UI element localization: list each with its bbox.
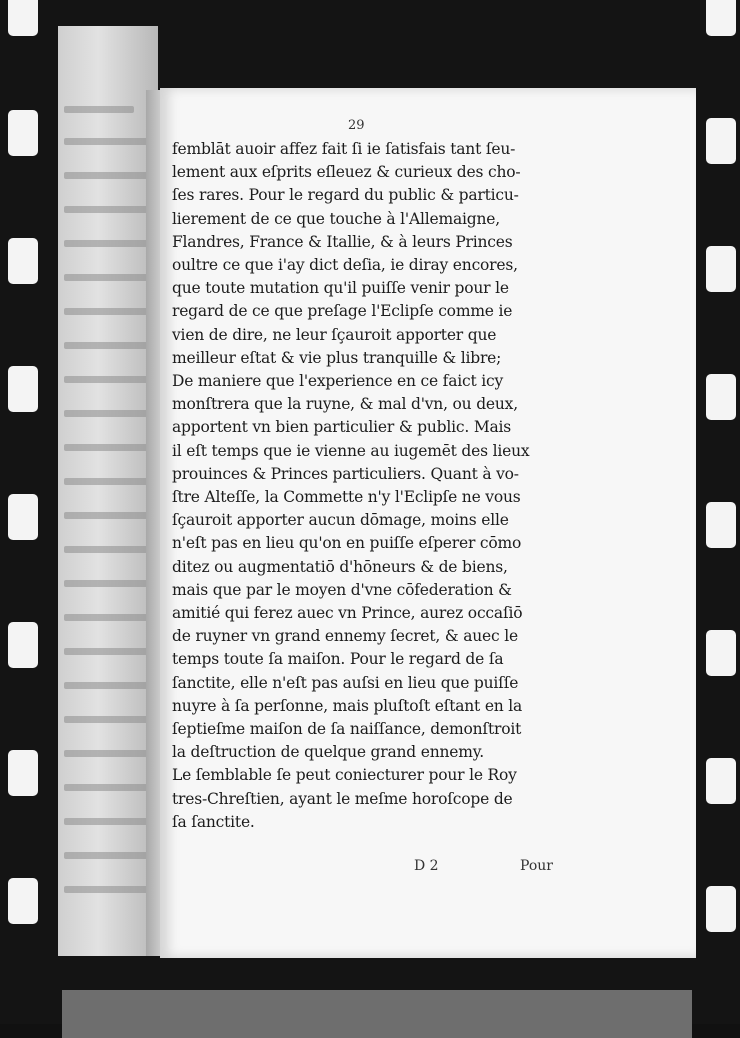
text-line: meilleur eſtat & vie plus tranquille & libre; xyxy=(172,348,502,367)
page-text xyxy=(172,138,572,834)
text-line: que toute mutation qu'il puiſſe venir pour le xyxy=(172,279,509,298)
sprocket-hole xyxy=(706,502,736,548)
sprocket-hole xyxy=(706,246,736,292)
sprocket-hole xyxy=(8,366,38,412)
text-line: amitié qui ferez auec vn Prince, aurez occaſiō xyxy=(172,604,523,623)
text-line: ſeptieſme maiſon de ſa naiſſance, demonſtroit xyxy=(172,720,522,739)
ghost-text-line xyxy=(64,106,134,113)
ghost-text-line xyxy=(64,512,154,519)
ghost-text-line xyxy=(64,274,154,281)
text-line: tres-Chreſtien, ayant le meſme horoſcope de xyxy=(172,789,513,808)
sprocket-hole xyxy=(706,118,736,164)
text-line: ſa ſanctite. xyxy=(172,812,255,831)
ghost-text-line xyxy=(64,682,154,689)
sprocket-hole xyxy=(706,0,736,36)
ghost-text-line xyxy=(64,886,154,893)
signature-mark: D 2 xyxy=(414,858,439,874)
ghost-text-line xyxy=(64,818,154,825)
ghost-text-line xyxy=(64,614,154,621)
next-frame-edge xyxy=(62,990,692,1038)
text-line: apportent vn bien particulier & public. Mais xyxy=(172,418,512,437)
ghost-text-line xyxy=(64,852,154,859)
sprocket-hole xyxy=(8,878,38,924)
text-line: n'eſt pas en lieu qu'on en puiſſe eſperer cōmo xyxy=(172,534,522,553)
text-line: Flandres, France & Itallie, & à leurs Princes xyxy=(172,232,513,251)
text-line: Le ſemblable ſe peut coniecturer pour le Roy xyxy=(172,766,517,785)
text-line: monſtrera que la ruyne, & mal d'vn, ou deux, xyxy=(172,395,518,414)
text-line: ſtre Alteſſe, la Commette n'y l'Eclipſe ne vous xyxy=(172,488,521,507)
text-line: ſçauroit apporter aucun dōmage, moins elle xyxy=(172,511,509,530)
sprocket-hole xyxy=(706,374,736,420)
ghost-text-line xyxy=(64,308,154,315)
text-line: ditez ou augmentatiō d'hōneurs & de biens, xyxy=(172,557,508,576)
sprocket-hole xyxy=(8,622,38,668)
sprocket-hole xyxy=(706,630,736,676)
text-line: lement aux eſprits eſleuez & curieux des cho- xyxy=(172,163,521,182)
ghost-text-line xyxy=(64,206,154,213)
ghost-text-line xyxy=(64,478,154,485)
sprocket-hole xyxy=(706,758,736,804)
ghost-text-line xyxy=(64,648,154,655)
page-number: 29 xyxy=(348,118,365,133)
text-line: vien de dire, ne leur ſçauroit apporter que xyxy=(172,325,497,344)
ghost-text-line xyxy=(64,580,154,587)
ghost-text-line xyxy=(64,410,154,417)
text-line: de ruyner vn grand ennemy ſecret, & auec le xyxy=(172,627,518,646)
ghost-text-line xyxy=(64,784,154,791)
sprocket-hole xyxy=(8,110,38,156)
text-line: prouinces & Princes particuliers. Quant à vo- xyxy=(172,464,519,483)
ghost-text-line xyxy=(64,716,154,723)
text-line: De maniere que l'experience en ce faict icy xyxy=(172,372,504,391)
text-line: ſes rares. Pour le regard du public & particu- xyxy=(172,186,519,205)
text-line: oultre ce que i'ay dict deſia, ie diray encores, xyxy=(172,256,518,275)
text-line: femblāt auoir affez fait ſi ie ſatisfais tant ſeu- xyxy=(172,140,516,158)
catchword: Pour xyxy=(520,858,553,874)
sprocket-hole xyxy=(706,886,736,932)
ghost-text-line xyxy=(64,240,154,247)
text-line: ſanctite, elle n'eſt pas auſsi en lieu que puiſſe xyxy=(172,673,519,692)
ghost-text-line xyxy=(64,376,154,383)
text-line: temps toute ſa maiſon. Pour le regard de ſa xyxy=(172,650,504,669)
ghost-text-line xyxy=(64,546,154,553)
text-line: nuyre à ſa perſonne, mais pluſtoſt eſtant en la xyxy=(172,696,523,715)
text-line: lierement de ce que touche à l'Allemaigne, xyxy=(172,209,500,228)
sprocket-hole xyxy=(8,750,38,796)
sprocket-hole xyxy=(8,238,38,284)
text-line: mais que par le moyen d'vne cōfederation & xyxy=(172,580,512,599)
left-page xyxy=(58,26,158,956)
ghost-text-line xyxy=(64,750,154,757)
text-line: il eſt temps que ie vienne au iugemēt des lieux xyxy=(172,441,530,460)
sprocket-hole xyxy=(8,494,38,540)
ghost-text-line xyxy=(64,342,154,349)
sprocket-hole xyxy=(8,0,38,36)
ghost-text-line xyxy=(64,172,154,179)
text-line: regard de ce que preſage l'Eclipſe comme ie xyxy=(172,302,513,321)
ghost-text-line xyxy=(64,138,154,145)
text-line: la deſtruction de quelque grand ennemy. xyxy=(172,743,484,762)
ghost-text-line xyxy=(64,444,154,451)
